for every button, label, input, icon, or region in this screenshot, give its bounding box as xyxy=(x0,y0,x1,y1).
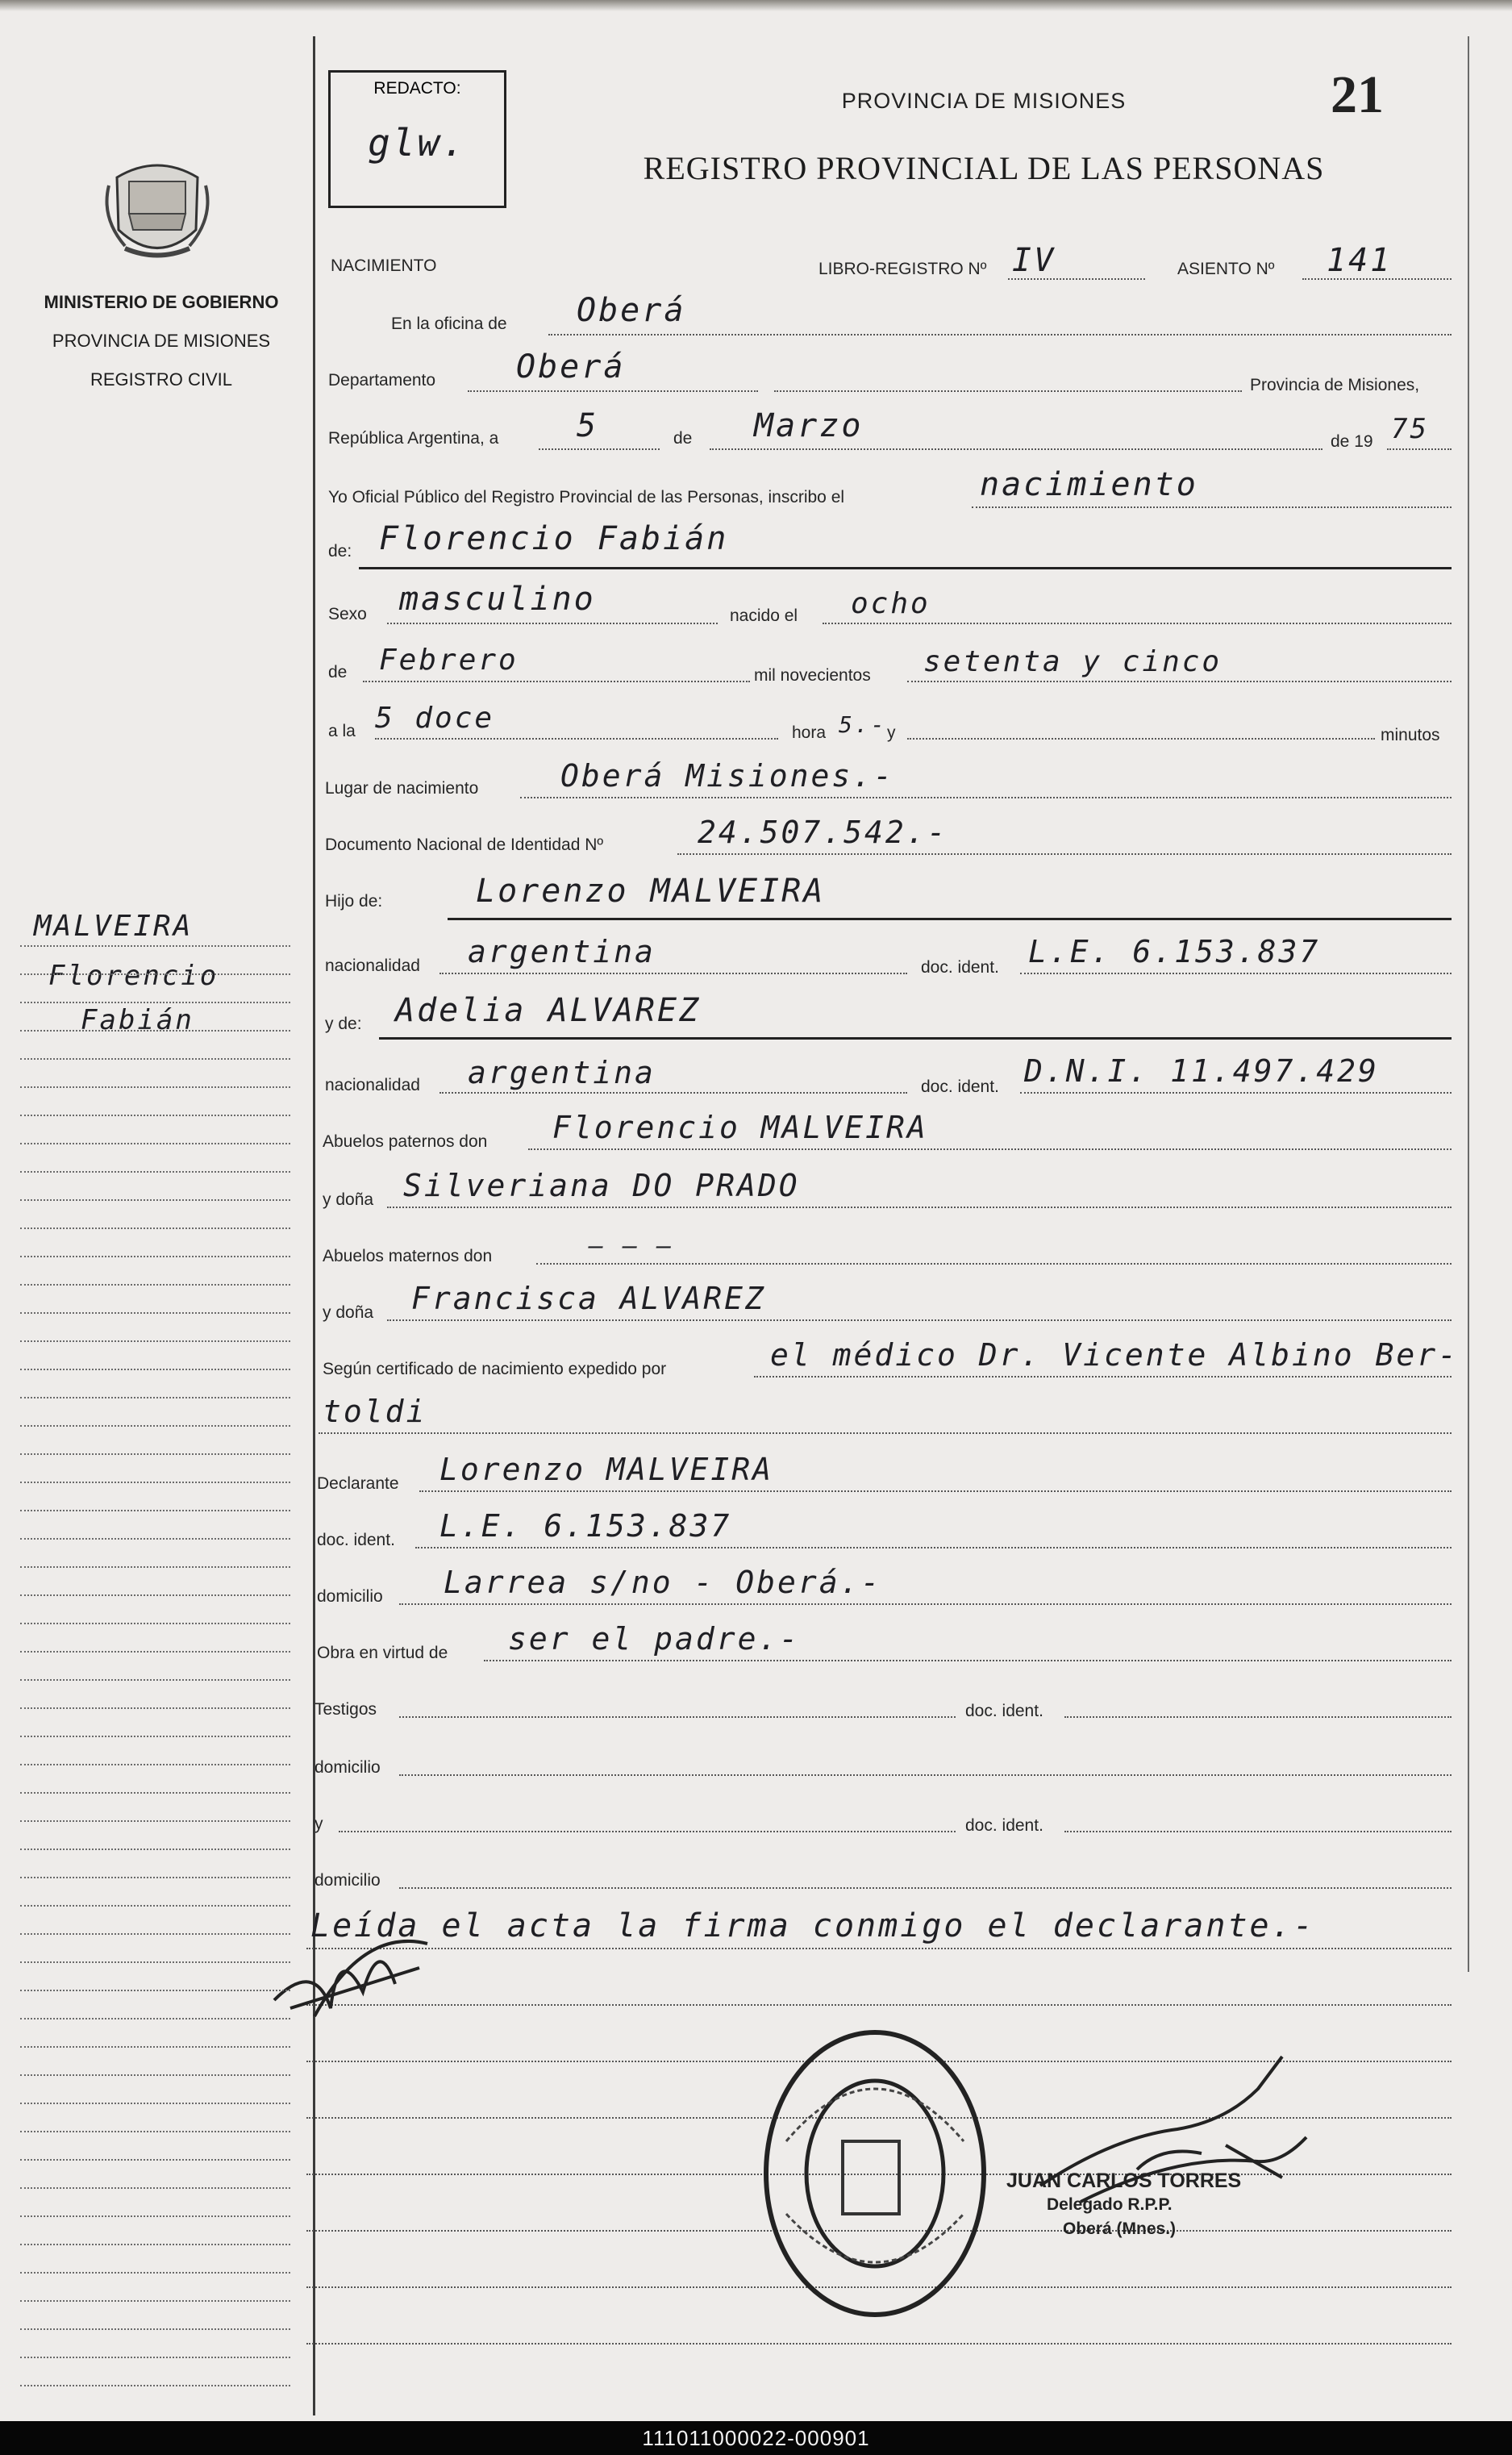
certificado-value: el médico Dr. Vicente Albino Ber- xyxy=(770,1337,1459,1373)
nacido-value: ocho xyxy=(851,587,931,620)
de-label-1: de xyxy=(673,429,693,448)
de-label-2: de xyxy=(328,663,348,681)
abuela-materna: Francisca ALVAREZ xyxy=(411,1281,766,1316)
registry-name: REGISTRO CIVIL xyxy=(90,369,233,390)
margin-line xyxy=(20,2272,290,2274)
lugar-label: Lugar de nacimiento xyxy=(325,779,479,798)
margin-line xyxy=(20,1820,290,1822)
declarante-doc-line xyxy=(415,1547,1452,1548)
year-suffix: 75 xyxy=(1391,413,1429,445)
margin-line xyxy=(20,1623,290,1624)
margin-line xyxy=(20,1425,290,1427)
margin-line xyxy=(20,2300,290,2302)
margin-line xyxy=(20,1933,290,1935)
abuela-paterna-line xyxy=(387,1207,1452,1208)
mother-nationality: argentina xyxy=(468,1055,656,1090)
abuelo-materno: — — — xyxy=(589,1232,674,1261)
margin-line xyxy=(20,2357,290,2358)
abuelo-paterno: Florencio MALVEIRA xyxy=(552,1110,928,1145)
province-heading: PROVINCIA DE MISIONES xyxy=(841,89,1127,113)
margin-line xyxy=(20,1482,290,1483)
closing-line xyxy=(306,1948,1452,1949)
obra-value: ser el padre.- xyxy=(508,1621,801,1657)
inscribo-value: nacimiento xyxy=(980,466,1198,503)
abuela-paterna: Silveriana DO PRADO xyxy=(403,1168,800,1203)
hora-value: 5.- xyxy=(839,711,887,738)
margin-line xyxy=(20,1707,290,1709)
lugar-line xyxy=(520,797,1452,798)
mother-doc: D.N.I. 11.497.429 xyxy=(1024,1053,1379,1089)
margin-line xyxy=(20,1764,290,1765)
nacionalidad-label-1: nacionalidad xyxy=(325,957,420,975)
provincia-suffix: Provincia de Misiones, xyxy=(1250,376,1420,394)
margin-line xyxy=(20,1736,290,1737)
a-la-line xyxy=(375,738,778,740)
y-de-label: y de: xyxy=(325,1015,362,1033)
domicilio-line-1 xyxy=(399,1603,1452,1605)
footer-bar xyxy=(0,2421,1512,2455)
delegate-title: Delegado R.P.P. xyxy=(1047,2195,1173,2214)
oficina-line xyxy=(548,334,1452,336)
margin-line xyxy=(20,1905,290,1907)
margin-line xyxy=(20,1002,290,1003)
margin-line xyxy=(20,1397,290,1398)
margin-middle-name: Fabián xyxy=(81,1004,194,1036)
domicilio-label-2: domicilio xyxy=(314,1758,381,1777)
doc-ident-label-1: doc. ident. xyxy=(921,958,999,977)
obra-line xyxy=(484,1660,1452,1661)
margin-line xyxy=(20,1651,290,1653)
margin-line xyxy=(20,2074,290,2076)
doc-ident-label-4: doc. ident. xyxy=(965,1702,1043,1720)
margin-line xyxy=(20,2328,290,2330)
certificado-label: Según certificado de nacimiento expedido por xyxy=(323,1360,667,1378)
sexo-line xyxy=(387,623,718,624)
declarante-label: Declarante xyxy=(317,1474,399,1493)
domicilio-line-3 xyxy=(399,1887,1452,1889)
margin-line xyxy=(20,2046,290,2048)
declarante-value: Lorenzo MALVEIRA xyxy=(439,1452,774,1487)
province-name: PROVINCIA DE MISIONES xyxy=(52,331,271,351)
margin-line xyxy=(20,1849,290,1850)
delegate-name: JUAN CARLOS TORRES xyxy=(1006,2169,1242,2192)
declarante-doc: L.E. 6.153.837 xyxy=(439,1508,732,1544)
departamento-value: Oberá xyxy=(516,348,626,386)
margin-first-name: Florencio xyxy=(48,960,219,992)
hijo-label: Hijo de: xyxy=(325,892,383,911)
y-label: y xyxy=(887,723,896,742)
nacionalidad-line-1 xyxy=(439,973,907,974)
birth-month-value: Febrero xyxy=(379,644,519,677)
certificado-line xyxy=(754,1376,1452,1378)
redacto-label: REDACTO: xyxy=(373,79,461,98)
doc-ident-label-5: doc. ident. xyxy=(965,1816,1043,1835)
act-type-label: NACIMIENTO xyxy=(331,256,437,275)
y-dona-label-2: y doña xyxy=(323,1303,374,1322)
certificado-line-2 xyxy=(319,1432,1452,1434)
document-id: 111011000022-000901 xyxy=(642,2426,870,2450)
margin-line xyxy=(20,1143,290,1144)
ministry-name: MINISTERIO DE GOBIERNO xyxy=(44,292,279,312)
margin-surname: MALVEIRA xyxy=(34,910,194,943)
official-stamp xyxy=(754,2020,996,2327)
departamento-line-2 xyxy=(774,390,1242,392)
blank-line-7 xyxy=(306,2343,1452,2345)
day-value: 5 xyxy=(577,407,599,444)
sexo-label: Sexo xyxy=(328,605,367,623)
margin-line xyxy=(20,1510,290,1511)
father-doc-line xyxy=(1020,973,1452,974)
testigos-label: Testigos xyxy=(314,1700,377,1719)
lugar-value: Oberá Misiones.- xyxy=(560,758,895,794)
hora-label: hora xyxy=(792,723,827,742)
y-testigo-label: y xyxy=(314,1815,323,1833)
closing-statement: Leída el acta la firma conmigo el declarante.- xyxy=(310,1907,1315,1944)
margin-line xyxy=(20,1199,290,1201)
abuelos-paternos-label: Abuelos paternos don xyxy=(323,1132,488,1151)
name-line xyxy=(359,567,1452,569)
margin-line xyxy=(20,1256,290,1257)
margin-line xyxy=(20,1369,290,1370)
margin-line xyxy=(20,1058,290,1060)
margin-line xyxy=(20,973,290,975)
nacido-line xyxy=(823,623,1452,624)
margin-line xyxy=(20,2215,290,2217)
libro-label: LIBRO-REGISTRO Nº xyxy=(818,260,987,278)
republica-label: República Argentina, a xyxy=(328,429,499,448)
father-line xyxy=(448,918,1452,920)
dni-line xyxy=(677,853,1452,855)
margin-line xyxy=(20,2187,290,2189)
birth-year-value: setenta y cinco xyxy=(923,645,1223,678)
dni-value: 24.507.542.- xyxy=(698,815,948,850)
minutos-line xyxy=(907,738,1375,740)
obra-label: Obra en virtud de xyxy=(317,1644,448,1662)
margin-line xyxy=(20,1877,290,1878)
abuela-materna-line xyxy=(387,1319,1452,1321)
margin-line xyxy=(20,1284,290,1286)
delegate-location: Oberá (Mnes.) xyxy=(1063,2220,1177,2238)
declarante-line xyxy=(419,1490,1452,1492)
margin-line xyxy=(20,2131,290,2132)
nacionalidad-label-2: nacionalidad xyxy=(325,1076,420,1094)
coat-of-arms-seal xyxy=(93,153,222,266)
certificado-continuation: toldi xyxy=(323,1394,427,1429)
asiento-value: 141 xyxy=(1327,242,1393,279)
asiento-label: ASIENTO Nº xyxy=(1177,260,1275,278)
mother-doc-line xyxy=(1020,1092,1452,1094)
margin-line xyxy=(20,1312,290,1314)
nacionalidad-line-2 xyxy=(439,1092,907,1094)
margin-line xyxy=(20,1792,290,1794)
margin-line xyxy=(20,1961,290,1963)
oficina-label: En la oficina de xyxy=(391,315,507,333)
testigos-line xyxy=(399,1716,956,1718)
right-rule xyxy=(1468,36,1469,1972)
margin-line xyxy=(20,945,290,947)
birth-year-line xyxy=(907,681,1452,682)
testigos-doc-line xyxy=(1064,1716,1452,1718)
margin-line xyxy=(20,2018,290,2019)
redacto-value: glw. xyxy=(368,121,467,165)
declarant-signature xyxy=(266,1911,476,2024)
a-la-value: 5 doce xyxy=(375,702,495,735)
domicilio-line-2 xyxy=(399,1774,1452,1776)
mil-novecientos-label: mil novecientos xyxy=(754,666,871,685)
mother-name: Adelia ALVAREZ xyxy=(395,992,702,1029)
abuelo-materno-line xyxy=(536,1263,1452,1265)
margin-line xyxy=(20,1679,290,1681)
margin-line xyxy=(20,2103,290,2104)
margin-line xyxy=(20,1566,290,1568)
oficina-value: Oberá xyxy=(577,292,686,329)
y-dona-label-1: y doña xyxy=(323,1190,374,1209)
page-title: REGISTRO PROVINCIAL DE LAS PERSONAS xyxy=(643,150,1325,186)
redacto-box xyxy=(328,70,506,208)
margin-line xyxy=(20,2385,290,2386)
margin-line xyxy=(20,1228,290,1229)
libro-value: IV xyxy=(1012,242,1056,279)
day-line xyxy=(539,448,660,450)
de-name-label: de: xyxy=(328,542,352,561)
testigo2-doc-line xyxy=(1064,1831,1452,1832)
margin-rule xyxy=(313,36,315,2415)
margin-line xyxy=(20,1340,290,1342)
month-line xyxy=(710,448,1322,450)
doc-ident-label-2: doc. ident. xyxy=(921,1077,999,1096)
margin-line xyxy=(20,1115,290,1116)
sexo-value: masculino xyxy=(399,581,596,618)
domicilio-value: Larrea s/no - Oberá.- xyxy=(444,1565,882,1600)
birth-month-line xyxy=(363,681,750,682)
oficial-statement: Yo Oficial Público del Registro Provincial de las Personas, inscribo el xyxy=(328,488,845,506)
margin-line xyxy=(20,2159,290,2161)
nacido-label: nacido el xyxy=(730,606,798,625)
domicilio-label-3: domicilio xyxy=(314,1871,381,1890)
mother-line xyxy=(379,1037,1452,1040)
departamento-label: Departamento xyxy=(328,371,436,390)
dni-label: Documento Nacional de Identidad Nº xyxy=(325,836,604,854)
father-name: Lorenzo MALVEIRA xyxy=(476,873,826,910)
abuelos-maternos-label: Abuelos maternos don xyxy=(323,1247,493,1265)
child-name: Florencio Fabián xyxy=(379,520,729,557)
page-top-edge xyxy=(0,0,1512,11)
doc-ident-label-3: doc. ident. xyxy=(317,1531,395,1549)
margin-line xyxy=(20,1538,290,1540)
year-line xyxy=(1387,448,1452,450)
margin-line xyxy=(20,1030,290,1032)
minutos-label: minutos xyxy=(1381,726,1440,744)
father-doc: L.E. 6.153.837 xyxy=(1028,934,1321,969)
inscribo-line xyxy=(972,506,1452,508)
margin-line xyxy=(20,2244,290,2245)
departamento-line xyxy=(468,390,758,392)
page-number: 21 xyxy=(1331,65,1384,124)
abuelo-paterno-line xyxy=(528,1148,1452,1150)
margin-line xyxy=(20,1594,290,1596)
margin-line xyxy=(20,1086,290,1088)
domicilio-label-1: domicilio xyxy=(317,1587,383,1606)
margin-line xyxy=(20,1990,290,1991)
year-prefix: de 19 xyxy=(1331,432,1373,451)
blank-line-1 xyxy=(306,2004,1452,2006)
margin-line xyxy=(20,1453,290,1455)
month-value: Marzo xyxy=(754,407,864,444)
a-la-label: a la xyxy=(328,722,356,740)
margin-line xyxy=(20,1171,290,1173)
testigo2-line xyxy=(339,1831,956,1832)
father-nationality: argentina xyxy=(468,934,656,969)
